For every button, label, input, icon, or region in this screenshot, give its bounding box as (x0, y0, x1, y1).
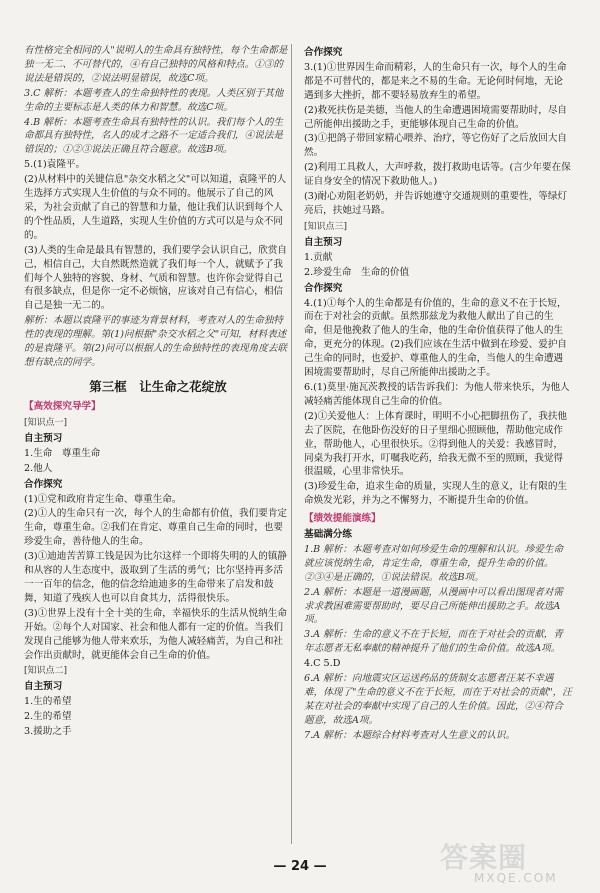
answer-paragraph: (2)从材料中的关键信息"杂交水稻之父"可以知道，袁隆平的人生选择方式实现人生价值的与众不同的。他展示了自己的风采，为社会贡献了自己的智慧和力量，他让我们认识到每个人的个性品质，人生道路，实现人生价值的方式可以是与众不同的。 (24, 174, 287, 241)
answer-paragraph: (2)利用工具救人，大声呼救，拨打救助电话等。(言少年要在保证自身安全的情况下救助他人。) (304, 162, 571, 188)
answer-item: 2.他人 (24, 462, 53, 474)
watermark-logo: 答案圈 (440, 841, 528, 874)
subsection-heading: 合作探究 (24, 478, 63, 490)
subsection-heading: 合作探究 (304, 282, 343, 294)
knowledge-point-label: [知识点二] (24, 666, 68, 677)
answer-paragraph: 有性格完全相同的人"说明人的生命具有独特性，每个生命都是独一无二、不可替代的，④有自己独特的风格和特点。①③的说法是错误的，②说法明显错误，故选C项。 (24, 45, 288, 84)
answer-paragraph: (3)耐心劝阻老奶奶，并告诉她遵守交通规则的重要性，等绿灯亮后，扶她过马路。 (304, 191, 568, 216)
section-tag-performance-practice: 【绩效提能演练】 (304, 513, 381, 525)
section-tag-efficient-inquiry: 【高效探究导学】 (24, 400, 101, 412)
section-title: 第三框 让生命之花绽放 (89, 378, 227, 394)
answer-item-5: 5.(1)袁隆平。 (24, 159, 86, 171)
answer-paragraph: (3)①世界上没有十全十美的生命，幸福快乐的生活从悦纳生命开始。②每个人对国家、社会和他人都有一定的价值。当我们发现自己能够为他人带来欢乐，为他人减轻痛苦，为自己和社会作出贡献时，就更能体会自己生命的价值。 (24, 607, 288, 661)
answer-paragraph: (2)救死扶伤是美德，当他人的生命遭遇困境需要帮助时，尽自己所能伸出援助之手，更能够体现自己生命的价值。 (304, 104, 568, 130)
column-divider (291, 44, 292, 844)
knowledge-point-label: [知识点一] (24, 417, 68, 428)
answer-item: 3.援助之手 (24, 726, 72, 738)
answer-paragraph: 3.(1)①世界因生命而精彩，人的生命只有一次，每个人的生命都是不可替代的，都是来之不易的生命。无论何时何地，无论遇到多大挫折，都不要轻易放弃生的希望。 (304, 61, 567, 101)
answer-paragraph: (3)①把鸽子带回家精心喂养、治疗，等它伤好了之后放回大自然。 (304, 133, 568, 159)
left-column (24, 44, 292, 740)
subsection-heading: 自主预习 (304, 236, 343, 248)
page-number: — 24 — (273, 859, 327, 874)
answer-item: 2.A 解析：本题是一道漫画题，从漫画中可以看出图现者对需求求教困难需要帮助时，要尽自己所能伸出援助之手。故选A项。 (304, 586, 563, 626)
answer-item: 4.C 5.D (304, 658, 341, 670)
answer-item: 3.A 解析：生命的意义不在于长短，而在于对社会的贡献，青年志愿者无私奉献的精神提升了他们的生命价值。故选A项。 (304, 629, 563, 655)
answer-item-3: 3.C 解析：本题考查人的生命独特性的表现。人类区别于其他生命的主要标志是人类的体力和智慧。故选C项。 (24, 87, 284, 113)
answer-item: 1.生命 尊重生命 (24, 447, 101, 459)
analysis-paragraph: 解析：本题以袁隆平的事迹为背景材料，考查对人的生命独特性的表现的理解。第(1)问根据"杂交水稻之父"可知，材料表述的是袁隆平。第(2)问可以根据人的生命独特性的表现角度去联想有缺点的同学。 (24, 315, 288, 368)
answer-item: 6.A 解析：向地震灾区运送药品的货制女志愿者汪某不幸遇难，体现了"生命的意义不在于长短，而在于对社会的贡献"，汪某在对社会的奉献中实现了自己的人生价值。因此，②④符合题意，故选A项。 (304, 673, 572, 726)
answer-paragraph: (3)人类的生命是最具有智慧的，我们要学会认识自己，欣赏自己，相信自己，大自然既然造就了我们每一个人，就赋予了我们每个人独特的容貌、身材、气质和智慧。也许你会觉得自己有很多缺点，但是你一定不必烦恼，应该对自己有信心，相信自己是独一无二的。 (24, 244, 288, 312)
watermark-url: MXQE.COM (474, 871, 558, 885)
answer-paragraph: (2)①关爱他人：上体育课时，明明不小心把脚扭伤了，我扶他去了医院，在他卧伤没好的日子里细心照顾他，帮助他完成作业，帮助他人，心里很快乐。②得到他人的关爱：我感冒时，同桌为我打开水，叮嘱我吃药，给我无微不至的照顾，我觉得很温暖，心里非常快乐。 (304, 410, 568, 478)
answer-item: 2.生的希望 (24, 711, 72, 723)
answer-item: 1.B 解析：本题考查对如何珍爱生命的理解和认识。珍爱生命就应该悦纳生命，肯定生命，尊重生命，提升生命的价值。②③④是正确的，①说法错误。故选B项。 (304, 543, 564, 583)
answer-item: 1.贡献 (304, 251, 333, 263)
answer-item: 1.生的希望 (24, 696, 72, 708)
answer-item: 7.A 解析：本题综合材料考查对人生意义的认识。 (304, 729, 516, 741)
answer-paragraph: (1)①党和政府肯定生命、尊重生命。 (24, 493, 182, 505)
answer-item-4: 4.B 解析：本题考查生命具有独特性的认识。我们每个人的生命都具有独特性，名人的成才之路不一定适合我们，④说法是错误的；①②③说法正确且符合题意。故选B项。 (24, 116, 284, 156)
answer-paragraph: (2)①人的生命只有一次，每个人的生命都有价值，我们要肯定生命，尊重生命。②我们在肯定、尊重自己生命的同时，也要珍爱生命，善待他人的生命。 (24, 508, 288, 548)
knowledge-point-label: [知识点三] (304, 221, 348, 232)
answer-paragraph: (3)①迪迪苦苦算工钱是因为比尔这样一个即将失明的人的镇静和从容的人生态度中，汲取到了生活的勇气；比尔坚持再多活一一百年的信念，他的信念给迪迪多的生命带来了启发和鼓舞，知道了残疾人也可以自食其力，活得很快乐。 (24, 551, 288, 604)
subsection-heading: 自主预习 (24, 432, 63, 444)
subsection-heading: 自主预习 (24, 681, 63, 693)
answer-item: 2.珍爱生命 生命的价值 (304, 266, 410, 278)
right-column (304, 44, 572, 744)
subsection-heading: 合作探究 (304, 47, 343, 58)
answer-paragraph: 4.(1)①每个人的生命都是有价值的，生命的意义不在于长短，而在于对社会的贡献。虽然那兹龙为救他人献出了自己的生命，但是他挽救了他人的生命，他的生命价值获得了他人的生命，更充分的体现。(2)我们应该在生活中做到在珍爱、爱护自己生命的同时，也爱护、尊重他人的生命，当他人的生命遭遇困境需要帮助时，尽自己所能伸出援助之手。 (304, 297, 568, 379)
subsection-heading: 基础满分练 (304, 529, 352, 541)
answer-paragraph: (3)珍爱生命，追求生命的质量，实现人生的意义，让有限的生命焕发光彩，并为之不懈努力，不断提升生命的价值。 (304, 481, 568, 507)
answer-paragraph: 6.(1)莫里·施瓦茨教授的话告诉我们：为他人带来快乐，为他人减轻痛苦能体现自己生命的价值。 (304, 381, 570, 407)
